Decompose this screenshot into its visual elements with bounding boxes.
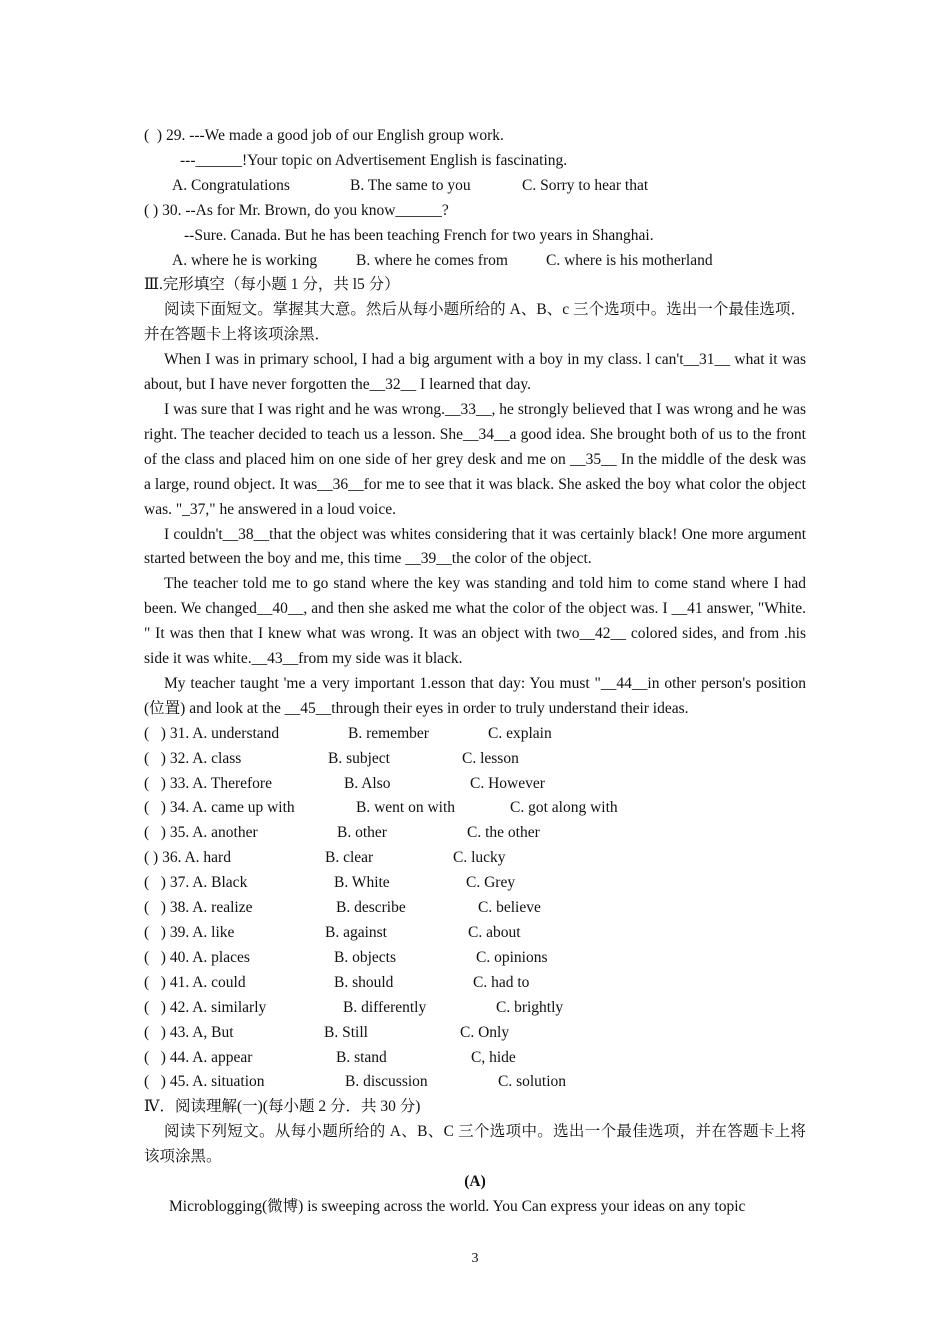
choice-b: B. Also [344, 774, 391, 792]
choice-a: ( ) 33. A. Therefore [144, 774, 272, 792]
choice-row [144, 921, 806, 946]
choice-row [144, 946, 806, 971]
choice-a: ( ) 40. A. places [144, 948, 250, 966]
choice-row [144, 1021, 806, 1046]
choice-b: B. Still [324, 1023, 368, 1041]
choice-b: B. should [334, 973, 394, 991]
choice-c: C. got along with [510, 799, 618, 817]
section-3-title: Ⅲ.完形填空（每小题 1 分，共 l5 分） [144, 276, 400, 294]
choice-a: ( ) 42. A. similarly [144, 998, 267, 1016]
choice-c: C. believe [478, 899, 541, 917]
choice-a: ( ) 43. A, But [144, 1023, 234, 1041]
choice-a: ( ) 44. A. appear [144, 1048, 253, 1066]
choice-list [144, 722, 806, 1096]
choice-c: C. lucky [453, 849, 506, 867]
choice-b: B. stand [336, 1048, 387, 1066]
question-29-options [144, 174, 806, 199]
choice-row [144, 996, 806, 1021]
passage-a-heading: (A) [464, 1173, 486, 1191]
section-4-instruction: 阅读下列短文。从每小题所给的 A、B、C 三个选项中。选出一个最佳选项，并在答题卡上将该项涂黑。 [144, 1123, 806, 1166]
choice-c: C. solution [498, 1073, 567, 1091]
choice-b: B. subject [328, 749, 390, 767]
choice-a: ( ) 35. A. another [144, 824, 258, 842]
choice-a: ( ) 41. A. could [144, 973, 246, 991]
option-b: B. where he comes from [356, 251, 508, 269]
section-4-title: Ⅳ．阅读理解(一)(每小题 2 分．共 30 分) [144, 1098, 421, 1116]
choice-row [144, 1070, 806, 1095]
choice-b: B. remember [348, 724, 429, 742]
choice-row [144, 896, 806, 921]
passage-a-first-line: Microblogging(微博) is sweeping across the world. You Can express your ideas on any topic [169, 1197, 746, 1215]
choice-a: ( ) 39. A. like [144, 924, 235, 941]
choice-c: C. opinions [476, 948, 548, 966]
choice-a: ( ) 34. A. came up with [144, 799, 295, 817]
option-b: B. The same to you [350, 176, 471, 194]
choice-b: B. objects [334, 948, 396, 966]
choice-a: ( ) 45. A. situation [144, 1073, 265, 1091]
question-29-stem: ( ) 29. ---We made a good job of our English group work. [144, 127, 504, 144]
choice-row [144, 722, 806, 747]
question-29-line2: ---______!Your topic on Advertisement English is fascinating. [180, 151, 568, 169]
question-30-stem: ( ) 30. --As for Mr. Brown, do you know______? [144, 201, 449, 219]
choice-row [144, 821, 806, 846]
choice-b: B. clear [325, 849, 374, 867]
choice-a: ( ) 36. A. hard [144, 849, 231, 867]
passage-paragraph: I was sure that I was right and he was wrong.__33__, he strongly believed that I was wrong and he was right. The teacher decided to teach us a lesson. She__34__a good idea. She brought both of us to the front of the class and placed him on one side of her grey desk and me on __35__ In the middle of the desk was a large, round object. It was__36__for me to see that it was black. She asked the boy what color the object was. "_37," he answered in a loud voice. [144, 400, 806, 518]
choice-c: C. had to [473, 973, 530, 991]
choice-c: C. Grey [466, 874, 516, 892]
choice-row [144, 1046, 806, 1071]
choice-b: B. against [325, 924, 387, 941]
choice-row [144, 971, 806, 996]
passage-paragraph: The teacher told me to go stand where the key was standing and told him to come stand where I had been. We changed__40__, and then she asked me what the color of the object was. I __41 answer, "White. " It was then that I knew what was wrong. It was an object with two__42__ colored sides, and from .his side it was white.__43__from my side was it black. [144, 575, 806, 668]
passage-paragraph: When I was in primary school, I had a big argument with a boy in my class. l can't__31__ what it was about, but I have never forgotten the__32__ I learned that day. [144, 351, 806, 394]
passage-paragraph: My teacher taught 'me a very important 1.esson that day: You must "__44__in other person's position (位置) and look at the __45__through their eyes in order to truly understand their ideas. [144, 674, 806, 717]
choice-row [144, 772, 806, 797]
option-c: C. where is his motherland [546, 251, 713, 269]
choice-c: C. Only [460, 1023, 510, 1041]
choice-a: ( ) 32. A. class [144, 749, 242, 767]
exam-page [144, 124, 806, 1220]
option-a: A. Congratulations [172, 176, 290, 194]
choice-row [144, 747, 806, 772]
page-number: 3 [471, 1251, 479, 1266]
choice-row [144, 796, 806, 821]
question-30-line2: --Sure. Canada. But he has been teaching French for two years in Shanghai. [184, 226, 654, 244]
choice-c: C, hide [471, 1048, 516, 1066]
choice-a: ( ) 38. A. realize [144, 899, 253, 917]
choice-a: ( ) 31. A. understand [144, 724, 280, 742]
choice-b: B. differently [343, 998, 427, 1016]
section-3-instruction: 阅读下面短文。掌握其大意。然后从每小题所给的 A、B、c 三个选项中。选出一个最佳选项．并在答题卡上将该项涂黑． [144, 301, 806, 344]
choice-b: B. other [337, 824, 387, 842]
choice-a: ( ) 37. A. Black [144, 874, 248, 892]
option-a: A. where he is working [172, 251, 318, 269]
choice-b: B. describe [336, 899, 406, 917]
choice-b: B. White [334, 874, 390, 892]
choice-c: C. explain [488, 724, 552, 742]
choice-c: C. about [468, 924, 521, 941]
choice-row [144, 846, 806, 871]
choice-c: C. brightly [496, 998, 564, 1016]
choice-b: B. went on with [356, 799, 456, 817]
choice-c: C. lesson [462, 749, 519, 767]
option-c: C. Sorry to hear that [522, 176, 649, 194]
question-30-options [144, 249, 806, 274]
choice-c: C. However [470, 774, 545, 792]
choice-b: B. discussion [345, 1073, 428, 1091]
choice-c: C. the other [467, 824, 540, 842]
passage-paragraph: I couldn't__38__that the object was whites considering that it was certainly black! One more argument started between the boy and me, this time __39__the color of the object. [144, 525, 806, 568]
choice-row [144, 871, 806, 896]
